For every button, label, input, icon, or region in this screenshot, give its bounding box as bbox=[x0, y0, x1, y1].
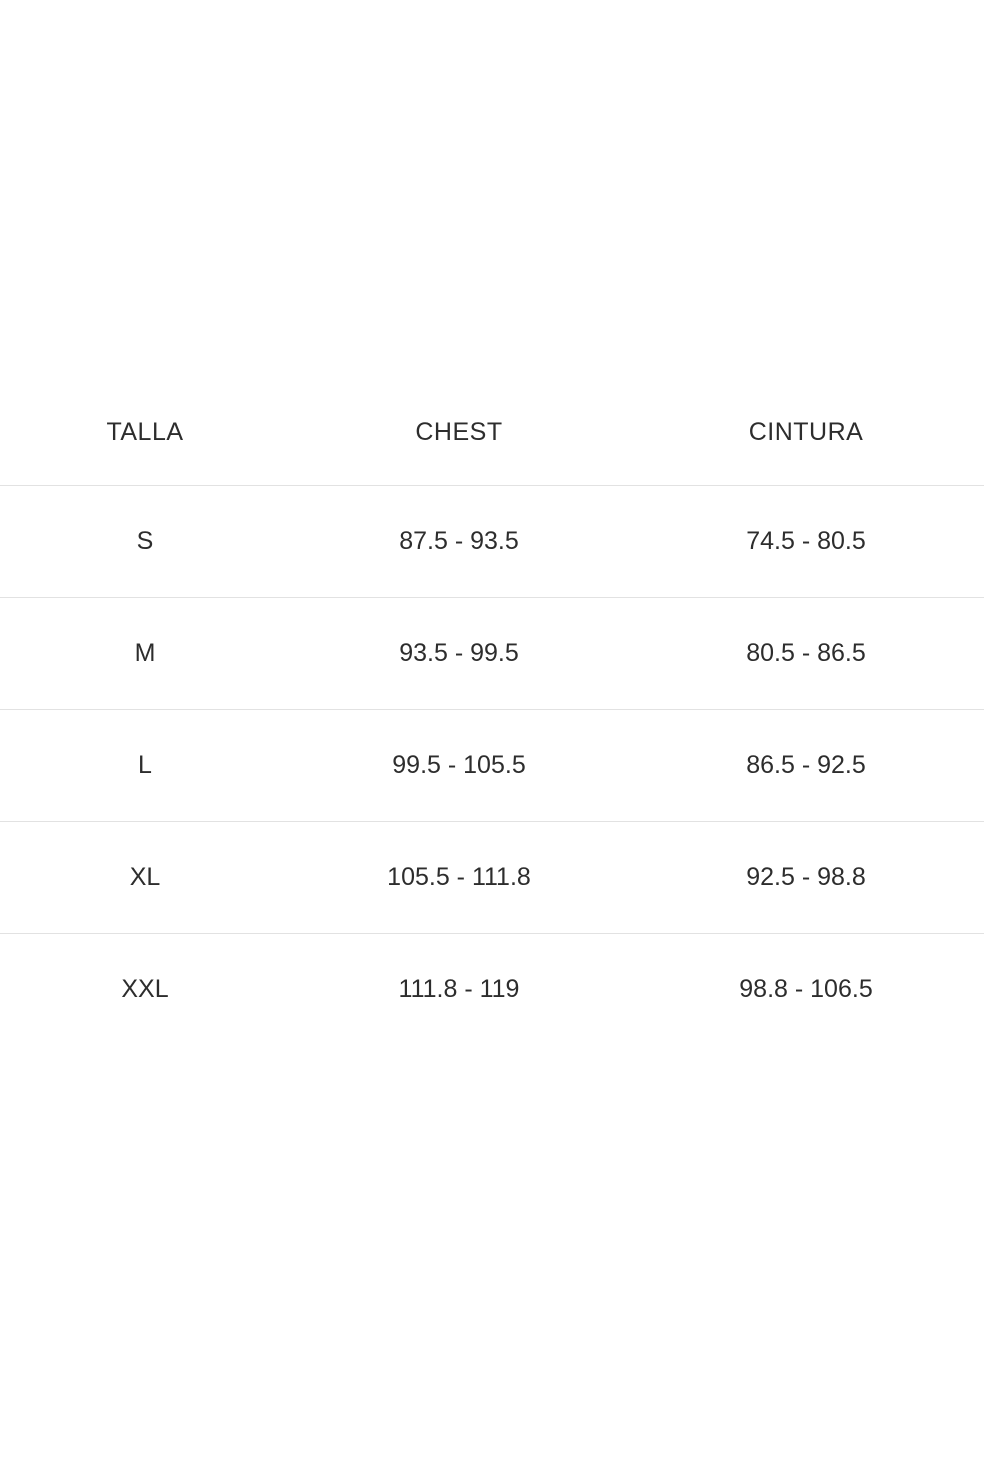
cell-talla: S bbox=[0, 486, 290, 598]
size-chart-container bbox=[0, 418, 984, 1045]
cell-cintura: 74.5 - 80.5 bbox=[628, 486, 984, 598]
cell-talla: XL bbox=[0, 822, 290, 934]
cell-cintura: 92.5 - 98.8 bbox=[628, 822, 984, 934]
table-body bbox=[0, 486, 984, 1046]
cell-talla: L bbox=[0, 710, 290, 822]
cell-cintura: 98.8 - 106.5 bbox=[739, 975, 873, 1003]
table-row bbox=[0, 486, 984, 598]
table-row bbox=[0, 710, 984, 822]
table-header bbox=[0, 418, 984, 486]
cell-chest: 87.5 - 93.5 bbox=[290, 486, 628, 598]
table-header-row bbox=[0, 418, 984, 486]
cell-chest: 111.8 - 119 bbox=[398, 975, 520, 1003]
column-header-talla: TALLA bbox=[106, 418, 184, 446]
cell-cintura: 86.5 - 92.5 bbox=[628, 710, 984, 822]
cell-chest: 93.5 - 99.5 bbox=[290, 598, 628, 710]
cell-talla: M bbox=[0, 598, 290, 710]
cell-chest: 99.5 - 105.5 bbox=[290, 710, 628, 822]
table-row bbox=[0, 822, 984, 934]
table-row bbox=[0, 934, 984, 1046]
size-chart-table bbox=[0, 418, 984, 1045]
cell-talla: XXL bbox=[121, 975, 169, 1003]
table-row bbox=[0, 598, 984, 710]
column-header-cintura: CINTURA bbox=[748, 418, 864, 446]
column-header-chest: CHEST bbox=[415, 418, 503, 446]
cell-cintura: 80.5 - 86.5 bbox=[628, 598, 984, 710]
cell-chest: 105.5 - 111.8 bbox=[290, 822, 628, 934]
